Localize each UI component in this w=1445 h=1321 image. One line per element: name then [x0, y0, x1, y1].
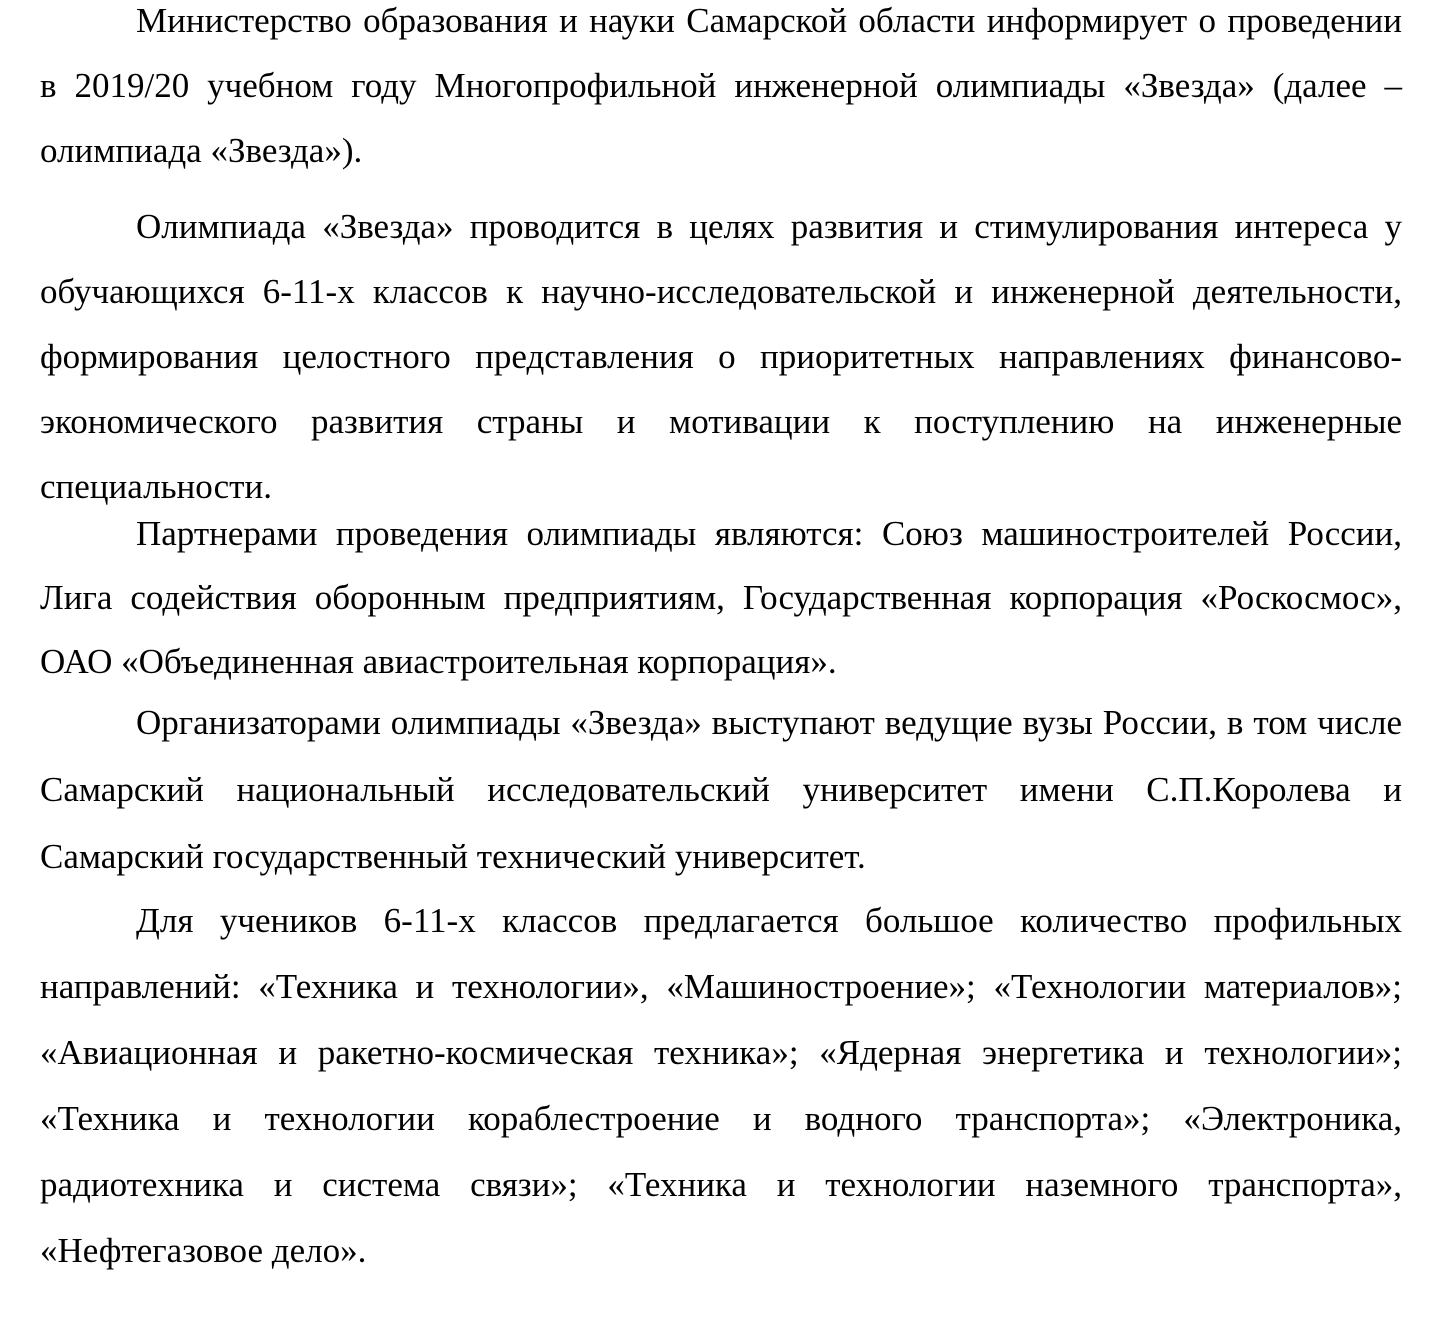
paragraph-partners: Партнерами проведения олимпиады являются: Союз машиностроителей России, Лига содействия оборонным предприятиям, Государственная корпорация «Роскосмос», ОАО «Объединенная авиастроительная корпорация». — [40, 514, 1402, 681]
paragraph-directions: Для учеников 6-11-х классов предлагается большое количество профильных направлений: «Техника и технологии», «Машиностроение»; «Технологии материалов»; «Авиационная и ракетно-космическая техника»; «Ядерная энергетика и технологии»; «Техника и технологии кораблестроение и водного транспорта»; «Электроника, радиотехника и система связи»; «Техника и технологии наземного транспорта», «Нефтегазовое дело». — [40, 901, 1402, 1270]
paragraph-announcement: Министерство образования и науки Самарской области информирует о проведении в 2019/20 учебном году Многопрофильной инженерной олимпиады «Звезда» (далее – олимпиада «Звезда»). — [40, 1, 1402, 170]
paragraph-organizers: Организаторами олимпиады «Звезда» выступают ведущие вузы России, в том числе Самарский национальный исследовательский университет имени С.П.Королева и Самарский государственный технический университет. — [40, 703, 1402, 876]
paragraph-goals: Олимпиада «Звезда» проводится в целях развития и стимулирования интереса у обучающихся 6-11-х классов к научно-исследовательской и инженерной деятельности, формирования целостного представления о приоритетных направлениях финансово-экономического развития страны и мотивации к поступлению на инженерные специальности. — [40, 207, 1402, 506]
